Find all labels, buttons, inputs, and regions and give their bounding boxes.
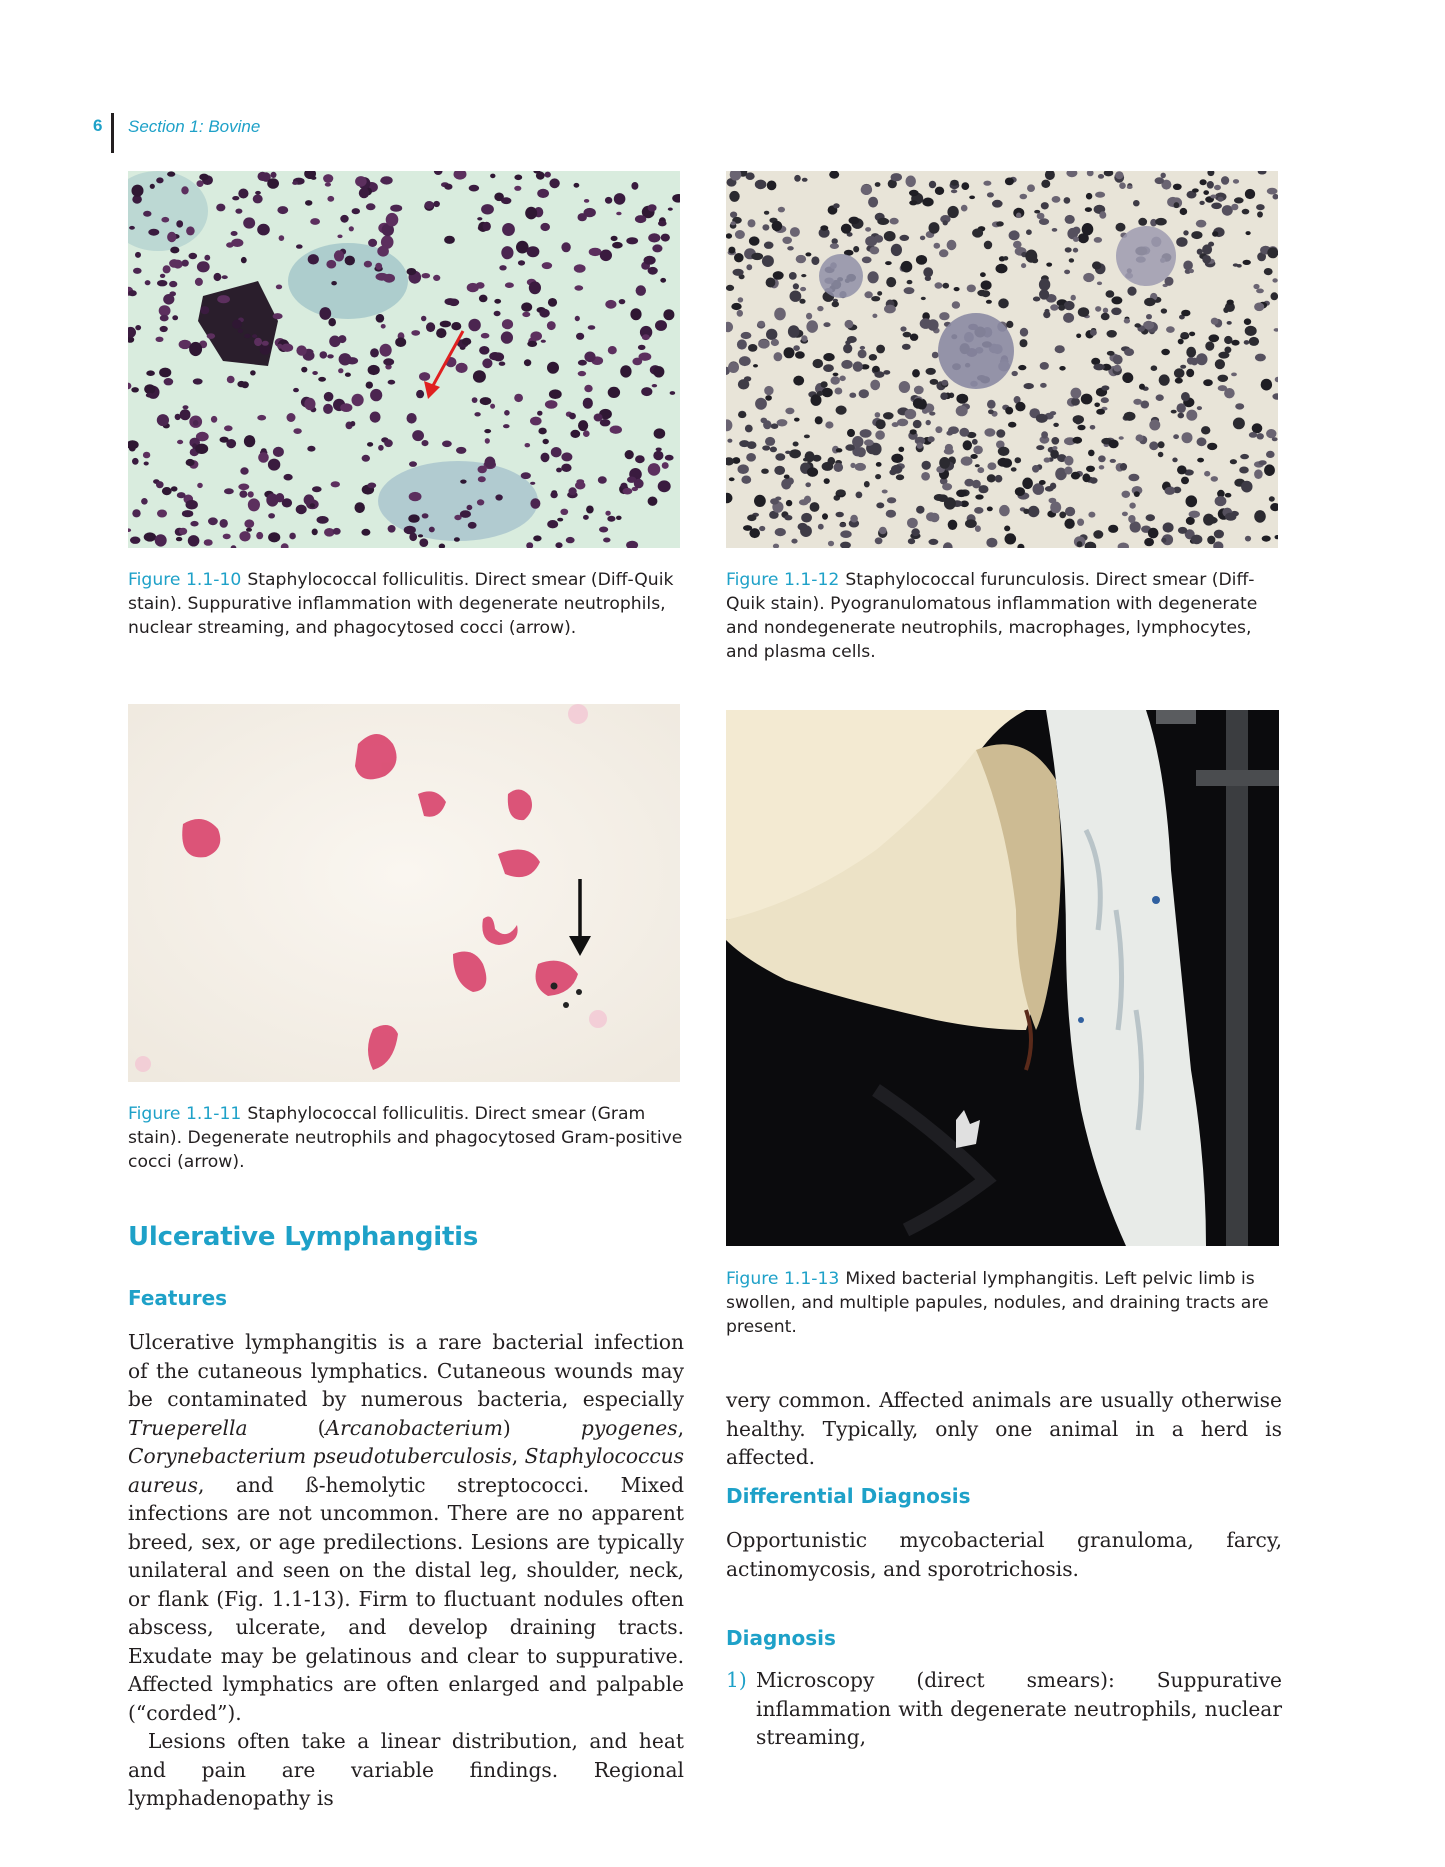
features-heading: Features (128, 1286, 228, 1310)
figure-1-1-13-caption (726, 1267, 1282, 1339)
figure-label: Figure 1.1-10 (128, 570, 242, 590)
caption-text: Staphylococcal furunculosis. Direct smear (Diff-Quik stain). Pyogranulomatous inflammation with degenerate and nondegenerate neutrophils, macrophages, lymphocytes, and plasma cells. (726, 570, 1258, 662)
differential-diagnosis-text: Opportunistic mycobacterial granuloma, farcy, actinomycosis, and sporotrichosis. (726, 1528, 1282, 1581)
caption-text: Staphylococcal folliculitis. Direct smear (Diff-Quik stain). Suppurative inflammation with degenerate neutrophils, nuclear streaming, and phagocytosed cocci (arrow). (128, 570, 674, 638)
figure-1-1-12-caption (726, 568, 1282, 664)
caption-text: Mixed bacterial lymphangitis. Left pelvic limb is swollen, and multiple papules, nodules, and draining tracts are present. (726, 1269, 1269, 1337)
header-divider (111, 113, 114, 153)
list-item-text: Microscopy (direct smears): Suppurative inflammation with degenerate neutrophils, nuclear streaming, (756, 1668, 1282, 1749)
figure-label: Figure 1.1-12 (726, 570, 840, 590)
diagnosis-heading: Diagnosis (726, 1626, 836, 1650)
article-title: Ulcerative Lymphangitis (128, 1222, 479, 1252)
figure-1-1-12-image (726, 171, 1278, 548)
figure-1-1-11-caption (128, 1102, 684, 1174)
page-number: 6 (93, 116, 103, 135)
figure-1-1-10-caption (128, 568, 684, 640)
caption-text: Staphylococcal folliculitis. Direct smear (Gram stain). Degenerate neutrophils and phagocytosed Gram-positive cocci (arrow). (128, 1104, 683, 1172)
differential-diagnosis-heading: Differential Diagnosis (726, 1484, 971, 1508)
figure-1-1-10-image (128, 171, 680, 548)
figure-label: Figure 1.1-13 (726, 1269, 840, 1289)
features-body (128, 1328, 684, 1813)
figure-label: Figure 1.1-11 (128, 1104, 242, 1124)
features-paragraph-2-continued: very common. Affected animals are usually otherwise healthy. Typically, only one animal in a herd is affected. (726, 1388, 1282, 1469)
features-paragraph-1: Ulcerative lymphangitis is a rare bacterial infection of the cutaneous lymphatics. Cutaneous wounds may be contaminated by numerous bacteria, especially Trueperella (Arcanobacterium) pyogenes, Corynebacterium pseudotuberculosis, Staphylococcus aureus, and ß-hemolytic streptococci. Mixed infections are not uncommon. There are no apparent breed, sex, or age predilections. Lesions are typically unilateral and seen on the distal leg, shoulder, neck, or flank (Fig. 1.1-13). Firm to fluctuant nodules often abscess, ulcerate, and develop draining tracts. Exudate may be gelatinous and clear to suppurative. Affected lymphatics are often enlarged and palpable (“corded”). (128, 1330, 685, 1725)
figure-1-1-13-image (726, 710, 1279, 1246)
diagnosis-list-item (726, 1666, 1282, 1752)
list-number: 1) (726, 1668, 747, 1692)
running-header-section: Section 1: Bovine (128, 117, 261, 136)
features-paragraph-2-start: Lesions often take a linear distribution, and heat and pain are variable findings. Regional lymphadenopathy is (128, 1729, 684, 1810)
figure-1-1-11-image (128, 704, 680, 1082)
